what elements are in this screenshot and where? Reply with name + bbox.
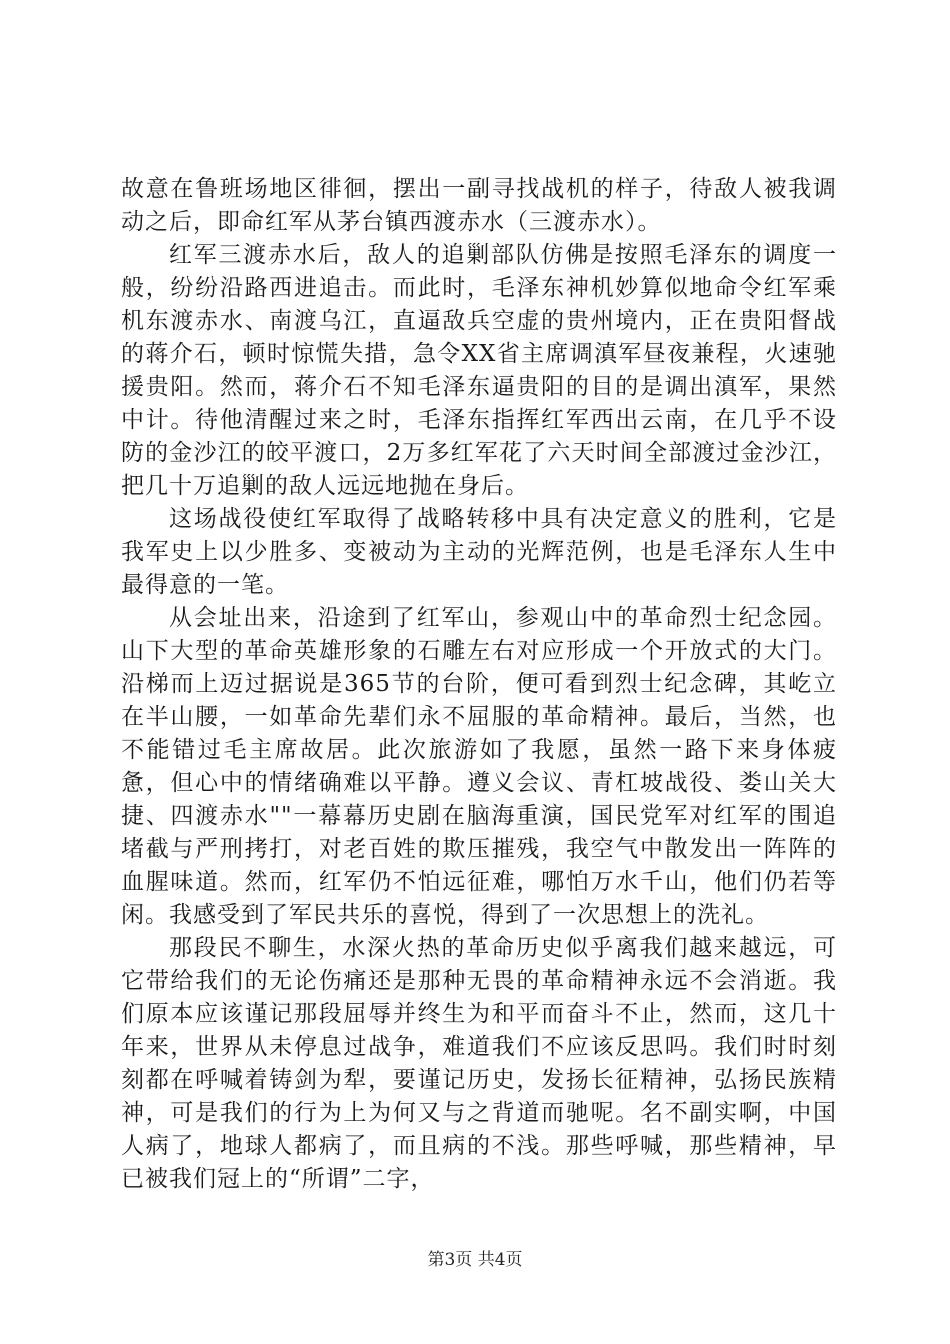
paragraph-2: 红军三渡赤水后，敌人的追剿部队仿佛是按照毛泽东的调度一般，纷纷沿路西进追击。而此时，毛泽东神机妙算似地命令红军乘机东渡赤水、南渡乌江，直逼敌兵空虚的贵州境内，正在贵阳督战的蒋介石，顿时惊慌失措，急令XX省主席调滇军昼夜兼程，火速驰援贵阳。然而，蒋介石不知毛泽东逼贵阳的目的是调出滇军，果然中计。待他清醒过来之时，毛泽东指挥红军西出云南，在几乎不设防的金沙江的皎平渡口，2万多红军花了六天时间全部渡过金沙江，把几十万追剿的敌人远远地抛在身后。 bbox=[121, 242, 837, 499]
page-number-label: 第3页 共4页 bbox=[427, 1250, 523, 1270]
paragraph-4: 从会址出来，沿途到了红军山，参观山中的革命烈士纪念园。山下大型的革命英雄形象的石雕左右对应形成一个开放式的大门。沿梯而上迈过据说是365节的台阶，便可看到烈士纪念碑，其屹立在半山腰，一如革命先辈们永不屈服的革命精神。最后，当然，也不能错过毛主席故居。此次旅游如了我愿，虽然一路下来身体疲惫，但心中的情绪确难以平静。遵义会议、青杠坡战役、娄山关大捷、四渡赤水""一幕幕历史剧在脑海重演，国民党军对红军的围追堵截与严刑拷打，对老百姓的欺压摧残，我空气中散发出一阵阵的血腥味道。然而，红军仍不怕远征难，哪怕万水千山，他们仍若等闲。我感受到了军民共乐的喜悦，得到了一次思想上的洗礼。 bbox=[121, 605, 837, 928]
page-footer bbox=[0, 1245, 950, 1270]
document-body bbox=[121, 173, 837, 1196]
paragraph-1: 故意在鲁班场地区徘徊，摆出一副寻找战机的样子，待敌人被我调动之后，即命红军从茅台镇西渡赤水（三渡赤水）。 bbox=[121, 176, 837, 235]
paragraph-5: 那段民不聊生，水深火热的革命历史似乎离我们越来越远，可它带给我们的无论伤痛还是那种无畏的革命精神永远不会消逝。我们原本应该谨记那段屈辱并终生为和平而奋斗不止，然而，这几十年来，世界从未停息过战争，难道我们不应该反思吗。我们时时刻刻都在呼喊着铸剑为犁，要谨记历史，发扬长征精神，弘扬民族精神，可是我们的行为上为何又与之背道而驰呢。名不副实啊，中国人病了，地球人都病了，而且病的不浅。那些呼喊，那些精神，早已被我们冠上的“所谓”二字， bbox=[121, 935, 837, 1192]
paragraph-3: 这场战役使红军取得了战略转移中具有决定意义的胜利，它是我军史上以少胜多、变被动为主动的光辉范例，也是毛泽东人生中最得意的一笔。 bbox=[121, 506, 837, 598]
